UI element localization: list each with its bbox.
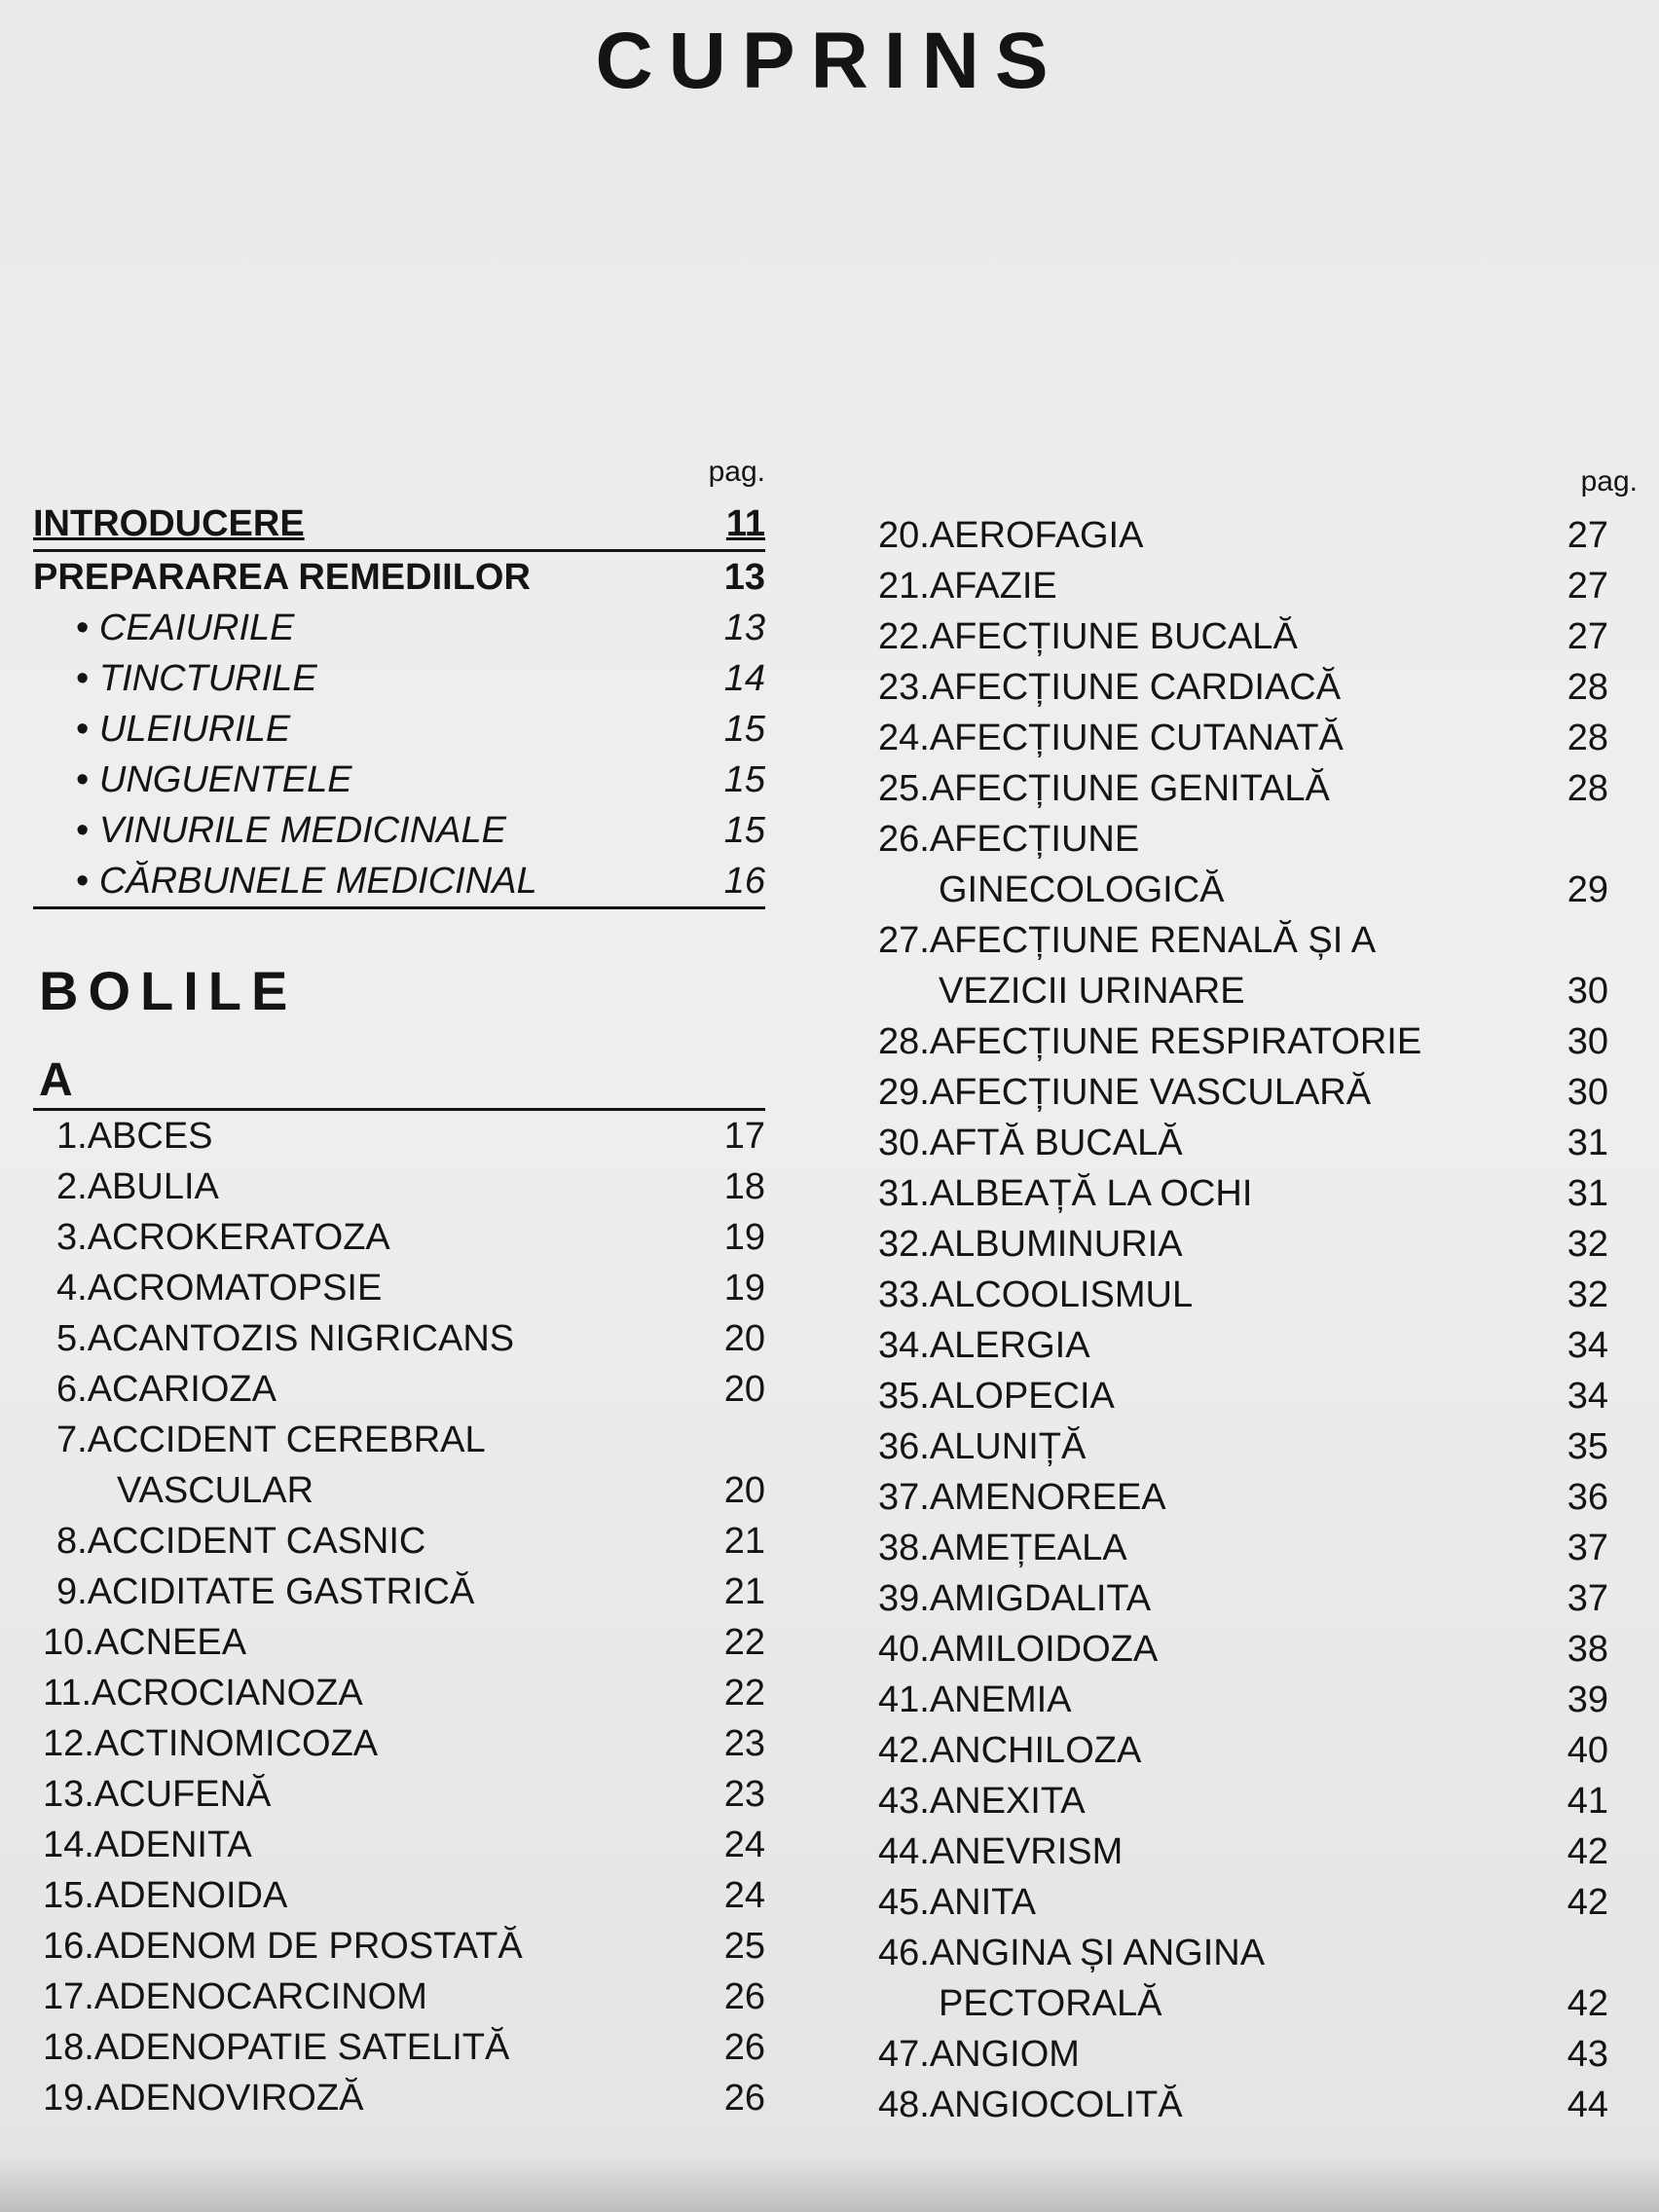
- toc-entry-label: [878, 763, 1330, 814]
- toc-entry-title: 16.ADENOM DE PROSTATĂ: [43, 1926, 523, 1967]
- toc-entry-label: [878, 1067, 1371, 1118]
- toc-entry-page: 27: [1567, 616, 1608, 657]
- toc-entry: [33, 495, 765, 552]
- toc-entry-title: 22.AFECȚIUNE BUCALĂ: [878, 616, 1298, 657]
- toc-entry-title-continued: PECTORALĂ: [939, 1983, 1162, 2024]
- toc-entry-title: ULEIURILE: [98, 709, 291, 750]
- toc-entry-label: [878, 1624, 1158, 1675]
- pag-label-left: pag.: [708, 456, 765, 488]
- toc-entry-page: 21: [723, 1571, 765, 1612]
- toc-entry-page: 24: [723, 1825, 765, 1865]
- toc-entry-page: 28: [1567, 667, 1608, 708]
- toc-entry: [878, 1776, 1608, 1826]
- toc-entry-page: 29: [1567, 869, 1608, 910]
- toc-entry-page: 39: [1567, 1679, 1608, 1720]
- toc-entry-label: [56, 1516, 425, 1567]
- toc-entry: [878, 1523, 1608, 1573]
- toc-entry-title: 17.ADENOCARCINOM: [43, 1976, 427, 2017]
- toc-entry-title: 9.ACIDITATE GASTRICĂ: [56, 1571, 475, 1612]
- section-title: BOLILE: [39, 960, 298, 1021]
- toc-entry-label: [878, 561, 1057, 611]
- toc-entry-title: 43.ANEXITA: [878, 1781, 1086, 1822]
- toc-entry-label: [76, 653, 317, 704]
- toc-entry-title: 25.AFECȚIUNE GENITALĂ: [878, 768, 1330, 809]
- toc-entry-page: 15: [723, 759, 765, 800]
- toc-entry: [878, 2080, 1608, 2130]
- toc-entry-title: 1.ABCES: [56, 1116, 213, 1157]
- toc-entry-page: 40: [1567, 1730, 1608, 1771]
- toc-entry-label: [43, 2073, 363, 2123]
- toc-entry-page: 28: [1567, 718, 1608, 758]
- toc-entry-page: 27: [1567, 515, 1608, 556]
- toc-entry: [33, 1668, 765, 1718]
- toc-entry: [33, 1820, 765, 1870]
- toc-entry-title: 26.AFECȚIUNE: [878, 819, 1140, 860]
- toc-entry-page: 26: [723, 1976, 765, 2017]
- toc-entry-page: 20: [723, 1369, 765, 1410]
- toc-entry-title: 28.AFECȚIUNE RESPIRATORIE: [878, 1021, 1422, 1062]
- toc-entry-label: [43, 2022, 509, 2073]
- toc-entry-title: 44.ANEVRISM: [878, 1831, 1124, 1872]
- toc-entry-page: 32: [1567, 1274, 1608, 1315]
- pag-label-right: pag.: [1580, 465, 1638, 498]
- letter-heading: A: [39, 1054, 73, 1106]
- toc-entry-title: 3.ACROKERATOZA: [56, 1217, 390, 1258]
- toc-entry: [33, 1161, 765, 1212]
- toc-entry-page: 21: [723, 1521, 765, 1562]
- toc-entry-label: [878, 1928, 1265, 2029]
- page-bottom-edge: [0, 2154, 1659, 2212]
- toc-entry-page: 36: [1567, 1477, 1608, 1518]
- toc-entry: [878, 1118, 1608, 1168]
- toc-entry-page: 41: [1567, 1781, 1608, 1822]
- toc-entry-title: 31.ALBEAȚĂ LA OCHI: [878, 1173, 1253, 1214]
- toc-entry-label: [76, 603, 295, 653]
- toc-entry-title: 33.ALCOOLISMUL: [878, 1274, 1194, 1315]
- toc-entry: [878, 1270, 1608, 1320]
- toc-entry-label: [878, 1573, 1151, 1624]
- toc-entry-label: [878, 1270, 1193, 1320]
- toc-entry: [878, 1219, 1608, 1270]
- toc-entry-page: 31: [1567, 1173, 1608, 1214]
- page-title: CUPRINS: [595, 17, 1064, 105]
- toc-entry-page: 26: [723, 2078, 765, 2119]
- toc-entry-title: 23.AFECȚIUNE CARDIACĂ: [878, 667, 1342, 708]
- toc-entry-title: PREPARAREA REMEDIILOR: [33, 557, 531, 598]
- toc-entry-title: 11.ACROCIANOZA: [43, 1673, 363, 1714]
- toc-entry-title: 30.AFTĂ BUCALĂ: [878, 1123, 1183, 1163]
- toc-entry-title: 20.AEROFAGIA: [878, 515, 1144, 556]
- toc-entry: [878, 1877, 1608, 1928]
- toc-entry-label: [878, 1877, 1036, 1928]
- toc-entry-label: [878, 2029, 1080, 2080]
- toc-entry-title-continued: VASCULAR: [117, 1470, 314, 1511]
- toc-entry: [878, 2029, 1608, 2080]
- toc-entry-title: VINURILE MEDICINALE: [98, 810, 506, 851]
- toc-entry: [878, 611, 1608, 662]
- toc-entry-page: 30: [1567, 971, 1608, 1012]
- toc-entry-label: [878, 1016, 1421, 1067]
- toc-entry: [878, 1320, 1608, 1371]
- toc-entry-title: 37.AMENOREEA: [878, 1477, 1166, 1518]
- toc-entry-title: 46.ANGINA ȘI ANGINA: [878, 1933, 1266, 1973]
- toc-entry-label: [878, 1421, 1086, 1472]
- toc-entry-title: 45.ANITA: [878, 1882, 1036, 1923]
- toc-entry: [878, 1421, 1608, 1472]
- toc-entry-label: [76, 704, 290, 755]
- toc-entry-page: 16: [723, 861, 765, 902]
- toc-entry-page: 30: [1567, 1021, 1608, 1062]
- toc-entry-label: [878, 1725, 1141, 1776]
- toc-entry-title: 14.ADENITA: [43, 1825, 252, 1865]
- toc-entry-label: [43, 1972, 427, 2022]
- toc-entry: [33, 1415, 765, 1516]
- toc-entry: [33, 2022, 765, 2073]
- toc-entry-title: CEAIURILE: [98, 608, 295, 648]
- toc-entry-label: [56, 1263, 382, 1313]
- toc-entry-title: 18.ADENOPATIE SATELITĂ: [43, 2027, 510, 2068]
- toc-entry: [33, 1212, 765, 1263]
- toc-entry-title: 27.AFECȚIUNE RENALĂ ȘI A: [878, 920, 1377, 961]
- toc-entry-title: 10.ACNEEA: [43, 1622, 247, 1663]
- toc-entry-label: [43, 1870, 287, 1921]
- toc-entry: [33, 1921, 765, 1972]
- toc-entry: [33, 1313, 765, 1364]
- toc-entry-title: 13.ACUFENĂ: [43, 1774, 272, 1815]
- toc-entry-label: [878, 1776, 1086, 1826]
- right-column: [878, 465, 1638, 2130]
- toc-entry-label: [878, 2080, 1183, 2130]
- toc-entry-title: 48.ANGIOCOLITĂ: [878, 2084, 1183, 2125]
- toc-entry-page: 15: [723, 810, 765, 851]
- toc-entry-label: [878, 713, 1344, 763]
- toc-entry-page: 26: [723, 2027, 765, 2068]
- toc-entry-page: 20: [723, 1470, 765, 1511]
- toc-entry-page: 22: [723, 1622, 765, 1663]
- toc-entry-page: 19: [723, 1268, 765, 1309]
- toc-entry-title: 12.ACTINOMICOZA: [43, 1723, 379, 1764]
- toc-entry: [878, 1472, 1608, 1523]
- toc-entry: [878, 1168, 1608, 1219]
- toc-entry-label: [43, 1718, 378, 1769]
- toc-entry: [878, 1371, 1608, 1421]
- toc-entry-page: 11: [725, 503, 765, 544]
- toc-entry-label: [43, 1769, 271, 1820]
- toc-entry-label: [878, 510, 1143, 561]
- toc-entry-label: [56, 1415, 486, 1516]
- toc-entry: [878, 1928, 1608, 2029]
- toc-entry: [878, 662, 1608, 713]
- toc-entry-label: [43, 1668, 363, 1718]
- toc-entry: [33, 2073, 765, 2123]
- toc-entry-title: 35.ALOPECIA: [878, 1376, 1115, 1417]
- toc-entry: [878, 1016, 1608, 1067]
- toc-entry-page: 42: [1567, 1983, 1608, 2024]
- right-entries: [878, 510, 1608, 2130]
- toc-entry-label: [56, 1567, 474, 1617]
- toc-entry-title: 34.ALERGIA: [878, 1325, 1090, 1366]
- toc-entry-page: 17: [723, 1116, 765, 1157]
- toc-entry: [33, 1870, 765, 1921]
- toc-entry-label: [878, 915, 1376, 1016]
- toc-entry: [33, 552, 765, 603]
- toc-entry-page: 42: [1567, 1882, 1608, 1923]
- toc-entry: [878, 1725, 1608, 1776]
- left-entries: [33, 1111, 765, 2123]
- toc-entry-title: CĂRBUNELE MEDICINAL: [98, 861, 537, 902]
- toc-entry: [878, 814, 1608, 915]
- toc-entry-label: [878, 1472, 1166, 1523]
- toc-entry-page: 34: [1567, 1376, 1608, 1417]
- toc-entry-label: [56, 1313, 514, 1364]
- toc-entry: [878, 713, 1608, 763]
- toc-entry: [33, 1263, 765, 1313]
- toc-entry-page: 32: [1567, 1224, 1608, 1265]
- toc-entry-title: 7.ACCIDENT CEREBRAL: [56, 1419, 486, 1460]
- toc-entry-title: 8.ACCIDENT CASNIC: [56, 1521, 426, 1562]
- toc-entry-label: [43, 1617, 246, 1668]
- toc-entry-page: 38: [1567, 1629, 1608, 1670]
- toc-entry-title: 40.AMILOIDOZA: [878, 1629, 1159, 1670]
- toc-entry-label: [43, 1820, 252, 1870]
- toc-entry-label: [878, 1675, 1072, 1725]
- toc-entry-title: 29.AFECȚIUNE VASCULARĂ: [878, 1072, 1372, 1113]
- toc-entry-page: 14: [723, 658, 765, 699]
- toc-entry-title: 4.ACROMATOPSIE: [56, 1268, 383, 1309]
- toc-entry-title-continued: VEZICII URINARE: [939, 971, 1245, 1012]
- toc-entry-page: 20: [723, 1318, 765, 1359]
- toc-entry: [33, 1364, 765, 1415]
- toc-entry-page: 15: [723, 709, 765, 750]
- toc-entry-label: [33, 552, 531, 603]
- toc-entry: [33, 805, 765, 856]
- toc-entry-page: 28: [1567, 768, 1608, 809]
- toc-entry: [33, 653, 765, 704]
- toc-entry-page: 13: [723, 557, 765, 598]
- left-column: [33, 456, 765, 2123]
- toc-entry-label: [878, 1219, 1183, 1270]
- toc-entry-label: [56, 1111, 213, 1161]
- toc-entry: [878, 915, 1608, 1016]
- toc-entry: [33, 704, 765, 755]
- toc-entry-page: 37: [1567, 1528, 1608, 1568]
- toc-entry-title: 41.ANEMIA: [878, 1679, 1072, 1720]
- toc-entry: [878, 1573, 1608, 1624]
- toc-entry-label: [56, 1364, 276, 1415]
- toc-entry: [33, 1516, 765, 1567]
- toc-entry-page: 24: [723, 1875, 765, 1916]
- toc-entry-page: 42: [1567, 1831, 1608, 1872]
- toc-entry-page: 31: [1567, 1123, 1608, 1163]
- toc-entry-label: [43, 1921, 523, 1972]
- toc-entry-label: [878, 814, 1225, 915]
- toc-entry-label: [56, 1161, 219, 1212]
- toc-entry-title: 47.ANGIOM: [878, 2034, 1080, 2075]
- toc-entry-label: [56, 1212, 390, 1263]
- toc-entry-label: [878, 1826, 1123, 1877]
- toc-entry-title: 36.ALUNIȚĂ: [878, 1426, 1087, 1467]
- toc-entry-label: [878, 611, 1298, 662]
- toc-entry-title: 19.ADENOVIROZĂ: [43, 2078, 364, 2119]
- toc-entry: [33, 1567, 765, 1617]
- toc-entry-title: 5.ACANTOZIS NIGRICANS: [56, 1318, 515, 1359]
- toc-entry-page: 23: [723, 1723, 765, 1764]
- toc-entry-label: [878, 1320, 1090, 1371]
- toc-entry-page: 19: [723, 1217, 765, 1258]
- toc-entry-label: [76, 755, 352, 805]
- toc-entry-label: [878, 1371, 1115, 1421]
- toc-entry: [33, 1769, 765, 1820]
- toc-entry: [878, 763, 1608, 814]
- toc-entry-label: [878, 1523, 1127, 1573]
- toc-entry-page: 37: [1567, 1578, 1608, 1619]
- toc-entry-title: 21.AFAZIE: [878, 566, 1057, 607]
- toc-entry-title: INTRODUCERE: [33, 503, 305, 544]
- toc-entry-title: UNGUENTELE: [98, 759, 352, 800]
- toc-entry: [878, 1067, 1608, 1118]
- toc-entry-title: 42.ANCHILOZA: [878, 1730, 1142, 1771]
- toc-entry-page: 23: [723, 1774, 765, 1815]
- toc-entry-label: [878, 1168, 1252, 1219]
- toc-entry: [33, 755, 765, 805]
- toc-entry-title: TINCTURILE: [98, 658, 317, 699]
- toc-entry-title: 24.AFECȚIUNE CUTANATĂ: [878, 718, 1344, 758]
- toc-entry-page: 34: [1567, 1325, 1608, 1366]
- toc-entry-page: 30: [1567, 1072, 1608, 1113]
- toc-entry-page: 22: [723, 1673, 765, 1714]
- toc-entry-label: [76, 805, 506, 856]
- toc-entry-title: 38.AMEȚEALA: [878, 1528, 1127, 1568]
- toc-entry-page: 13: [723, 608, 765, 648]
- toc-entry-label: [878, 662, 1341, 713]
- toc-entry-label: [33, 498, 305, 549]
- toc-entry-title: 15.ADENOIDA: [43, 1875, 288, 1916]
- toc-entry: [33, 1718, 765, 1769]
- toc-entry-title-continued: GINECOLOGICĂ: [939, 869, 1225, 910]
- toc-entry-title: 2.ABULIA: [56, 1166, 219, 1207]
- toc-entry-label: [878, 1118, 1183, 1168]
- toc-entry-page: 44: [1567, 2084, 1608, 2125]
- toc-entry: [33, 856, 765, 906]
- toc-entry-title: 6.ACARIOZA: [56, 1369, 276, 1410]
- toc-entry: [878, 1675, 1608, 1725]
- toc-entry: [33, 1972, 765, 2022]
- toc-entry: [878, 1624, 1608, 1675]
- front-matter: [33, 495, 765, 906]
- toc-entry: [878, 510, 1608, 561]
- toc-entry-label: [76, 856, 537, 906]
- toc-entry: [33, 1617, 765, 1668]
- toc-entry: [33, 1111, 765, 1161]
- toc-entry-page: 25: [723, 1926, 765, 1967]
- toc-entry-page: 43: [1567, 2034, 1608, 2075]
- toc-entry-page: 35: [1567, 1426, 1608, 1467]
- toc-entry-page: 18: [723, 1166, 765, 1207]
- toc-entry-title: 39.AMIGDALITA: [878, 1578, 1152, 1619]
- toc-entry: [878, 561, 1608, 611]
- toc-entry-title: 32.ALBUMINURIA: [878, 1224, 1183, 1265]
- front-matter-rule: [33, 906, 765, 909]
- toc-entry: [33, 603, 765, 653]
- toc-entry-page: 27: [1567, 566, 1608, 607]
- toc-entry: [878, 1826, 1608, 1877]
